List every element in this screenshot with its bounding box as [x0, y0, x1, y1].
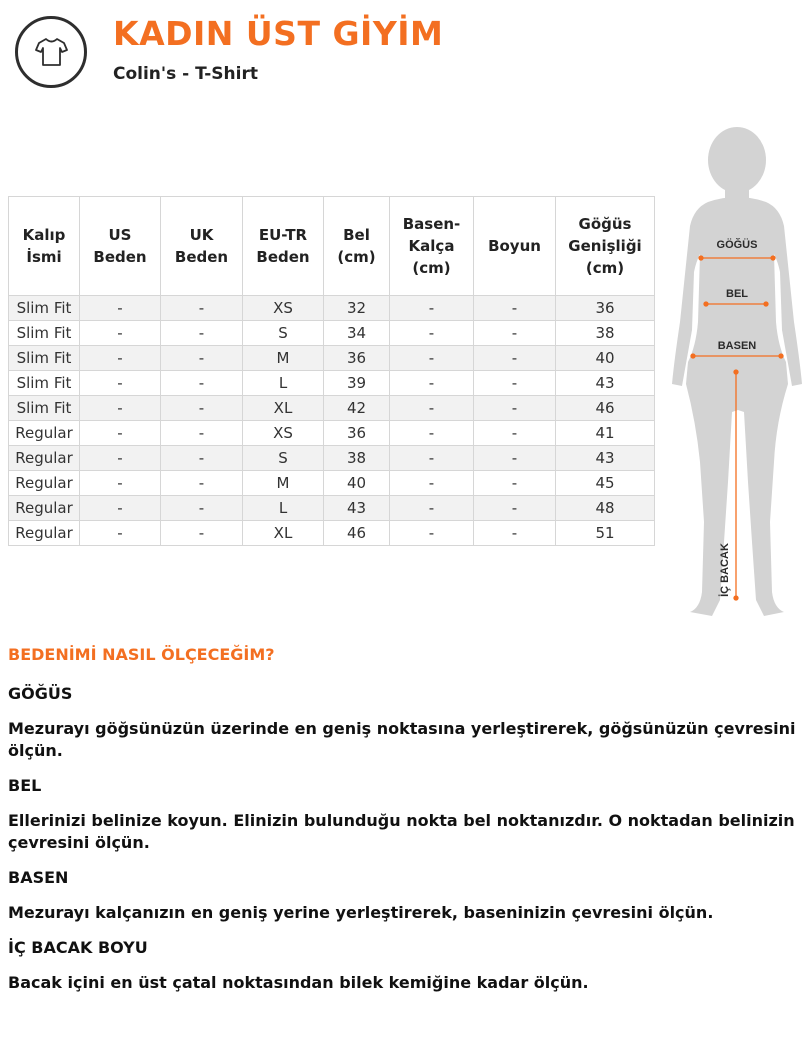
table-cell-us-size: -	[80, 521, 161, 546]
table-row	[9, 521, 655, 546]
table-cell-us-size: -	[80, 421, 161, 446]
guide-section-text: Mezurayı göğsünüzün üzerinde en geniş noktasına yerleştirerek, göğsünüzün çevresini ölçün.	[8, 719, 796, 760]
column-header-waist: Bel (cm)	[324, 197, 390, 296]
table-cell-chest-width: 38	[556, 321, 655, 346]
table-cell-hip: -	[390, 446, 474, 471]
table-cell-chest-width: 43	[556, 371, 655, 396]
table-cell-neck: -	[474, 421, 556, 446]
table-cell-uk-size: -	[161, 346, 243, 371]
table-cell-uk-size: -	[161, 421, 243, 446]
table-cell-waist: 39	[324, 371, 390, 396]
table-row	[9, 471, 655, 496]
guide-section-chest	[8, 683, 798, 762]
table-cell-fit-name: Regular	[9, 446, 80, 471]
table-cell-neck: -	[474, 471, 556, 496]
table-cell-neck: -	[474, 371, 556, 396]
guide-section-title: İÇ BACAK BOYU	[8, 938, 148, 957]
guide-section-inseam	[8, 937, 798, 994]
table-cell-uk-size: -	[161, 446, 243, 471]
column-header-fit-name: Kalıp İsmi	[9, 197, 80, 296]
table-cell-eu-tr-size: S	[243, 321, 324, 346]
table-cell-us-size: -	[80, 446, 161, 471]
table-cell-eu-tr-size: M	[243, 471, 324, 496]
table-cell-uk-size: -	[161, 321, 243, 346]
table-cell-waist: 36	[324, 346, 390, 371]
table-row	[9, 446, 655, 471]
table-cell-chest-width: 48	[556, 496, 655, 521]
table-cell-fit-name: Slim Fit	[9, 296, 80, 321]
column-header-chest-width: Göğüs Genişliği (cm)	[556, 197, 655, 296]
table-cell-hip: -	[390, 296, 474, 321]
table-cell-fit-name: Slim Fit	[9, 321, 80, 346]
table-cell-us-size: -	[80, 496, 161, 521]
product-subtitle: Colin's - T-Shirt	[113, 64, 258, 84]
table-cell-neck: -	[474, 321, 556, 346]
guide-section-text: Bacak içini en üst çatal noktasından bilek kemiğine kadar ölçün.	[8, 973, 589, 992]
column-header-us-size: US Beden	[80, 197, 161, 296]
table-body	[9, 296, 655, 546]
column-header-neck: Boyun	[474, 197, 556, 296]
table-cell-hip: -	[390, 371, 474, 396]
waist-label: BEL	[726, 288, 748, 300]
table-cell-fit-name: Slim Fit	[9, 396, 80, 421]
guide-section-title: BEL	[8, 776, 42, 795]
table-cell-neck: -	[474, 496, 556, 521]
table-cell-eu-tr-size: XL	[243, 521, 324, 546]
column-header-hip: Basen-Kalça (cm)	[390, 197, 474, 296]
table-cell-fit-name: Regular	[9, 521, 80, 546]
table-cell-uk-size: -	[161, 471, 243, 496]
table-cell-eu-tr-size: M	[243, 346, 324, 371]
table-cell-fit-name: Regular	[9, 496, 80, 521]
table-cell-chest-width: 45	[556, 471, 655, 496]
table-row	[9, 346, 655, 371]
table-cell-eu-tr-size: XL	[243, 396, 324, 421]
table-cell-us-size: -	[80, 296, 161, 321]
table-cell-hip: -	[390, 321, 474, 346]
table-cell-waist: 34	[324, 321, 390, 346]
table-cell-hip: -	[390, 396, 474, 421]
column-header-eu-tr-size: EU-TR Beden	[243, 197, 324, 296]
table-row	[9, 396, 655, 421]
category-badge	[15, 16, 87, 88]
table-cell-waist: 43	[324, 496, 390, 521]
table-row	[9, 496, 655, 521]
chest-label: GÖĞÜS	[716, 239, 758, 251]
table-cell-hip: -	[390, 471, 474, 496]
guide-heading: BEDENİMİ NASIL ÖLÇECEĞİM?	[8, 645, 275, 664]
table-cell-us-size: -	[80, 471, 161, 496]
table-cell-chest-width: 51	[556, 521, 655, 546]
inseam-label: İÇ BACAK	[719, 543, 731, 597]
table-header-row	[9, 197, 655, 296]
table-cell-chest-width: 36	[556, 296, 655, 321]
body-silhouette	[668, 122, 811, 622]
table-cell-uk-size: -	[161, 396, 243, 421]
hip-label: BASEN	[717, 340, 757, 352]
tshirt-icon	[35, 37, 68, 67]
table-row	[9, 371, 655, 396]
table-cell-neck: -	[474, 446, 556, 471]
table-cell-eu-tr-size: L	[243, 371, 324, 396]
table-cell-waist: 40	[324, 471, 390, 496]
page-title: KADIN ÜST GİYİM	[113, 14, 444, 53]
table-cell-neck: -	[474, 396, 556, 421]
table-cell-us-size: -	[80, 396, 161, 421]
table-cell-hip: -	[390, 496, 474, 521]
table-cell-us-size: -	[80, 371, 161, 396]
table-cell-fit-name: Slim Fit	[9, 346, 80, 371]
guide-section-title: GÖĞÜS	[8, 684, 73, 703]
table-cell-waist: 42	[324, 396, 390, 421]
table-cell-neck: -	[474, 346, 556, 371]
table-row	[9, 296, 655, 321]
guide-section-hip	[8, 867, 798, 924]
table-cell-eu-tr-size: S	[243, 446, 324, 471]
table-cell-neck: -	[474, 296, 556, 321]
table-cell-hip: -	[390, 521, 474, 546]
table-cell-fit-name: Slim Fit	[9, 371, 80, 396]
table-cell-chest-width: 43	[556, 446, 655, 471]
size-chart-table	[8, 196, 655, 546]
table-cell-hip: -	[390, 346, 474, 371]
guide-section-text: Ellerinizi belinize koyun. Elinizin bulunduğu nokta bel noktanızdır. O noktadan belinizin çevresini ölçün.	[8, 811, 795, 852]
table-cell-uk-size: -	[161, 521, 243, 546]
table-cell-chest-width: 40	[556, 346, 655, 371]
table-cell-waist: 38	[324, 446, 390, 471]
table-row	[9, 421, 655, 446]
table-cell-us-size: -	[80, 346, 161, 371]
guide-section-title: BASEN	[8, 868, 69, 887]
table-row	[9, 321, 655, 346]
guide-section-waist	[8, 775, 798, 854]
table-cell-eu-tr-size: XS	[243, 421, 324, 446]
table-cell-fit-name: Regular	[9, 421, 80, 446]
table-cell-waist: 46	[324, 521, 390, 546]
table-cell-waist: 36	[324, 421, 390, 446]
table-cell-neck: -	[474, 521, 556, 546]
column-header-uk-size: UK Beden	[161, 197, 243, 296]
guide-section-text: Mezurayı kalçanızın en geniş yerine yerleştirerek, baseninizin çevresini ölçün.	[8, 903, 714, 922]
table-cell-eu-tr-size: L	[243, 496, 324, 521]
table-cell-uk-size: -	[161, 371, 243, 396]
table-cell-fit-name: Regular	[9, 471, 80, 496]
measuring-guide	[8, 640, 798, 994]
table-cell-waist: 32	[324, 296, 390, 321]
table-cell-chest-width: 41	[556, 421, 655, 446]
table-cell-uk-size: -	[161, 296, 243, 321]
table-cell-chest-width: 46	[556, 396, 655, 421]
measurement-figure	[668, 122, 811, 622]
table-cell-uk-size: -	[161, 496, 243, 521]
table-cell-hip: -	[390, 421, 474, 446]
table-cell-us-size: -	[80, 321, 161, 346]
table-cell-eu-tr-size: XS	[243, 296, 324, 321]
